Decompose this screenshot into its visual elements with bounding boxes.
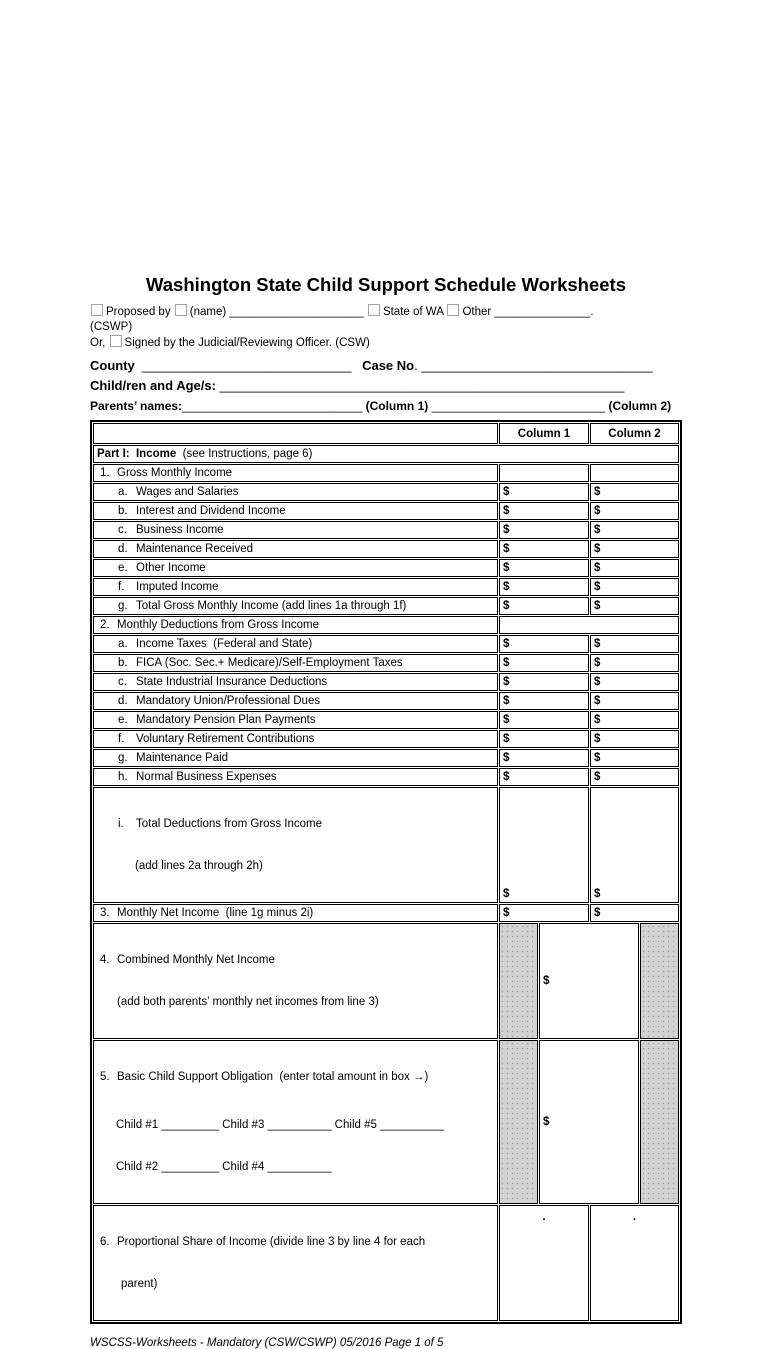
col2-amount-cell[interactable] — [590, 673, 679, 691]
table-row-2c — [93, 673, 679, 691]
dollar-sign: $ — [594, 543, 601, 555]
col1-amount-cell[interactable] — [499, 904, 589, 922]
col2-amount-cell[interactable] — [590, 768, 679, 786]
row-label: b. Interest and Dividend Income — [93, 502, 498, 520]
column1-header: Column 1 — [499, 423, 589, 444]
table-row-2e — [93, 711, 679, 729]
dollar-sign: $ — [594, 907, 601, 919]
table-row-2 — [93, 616, 679, 634]
row-label: f. Voluntary Retirement Contributions — [93, 730, 498, 748]
other-period: . — [590, 306, 594, 318]
children-line — [90, 378, 682, 394]
col2-amount-cell[interactable] — [590, 597, 679, 615]
dollar-sign: $ — [503, 505, 510, 517]
col1-amount-cell[interactable] — [499, 749, 589, 767]
table-row-2b — [93, 654, 679, 672]
table-row-2a — [93, 635, 679, 653]
dollar-sign: $ — [503, 562, 510, 574]
combined-income-amount-cell[interactable] — [539, 923, 639, 1039]
dollar-sign: $ — [503, 733, 510, 745]
column2-caption: (Column 2) — [608, 399, 672, 413]
col2-amount-cell[interactable] — [590, 559, 679, 577]
row-label: g. Total Gross Monthly Income (add lines 1a through 1f) — [93, 597, 498, 615]
or-label: Or, — [90, 337, 106, 349]
dollar-sign: $ — [503, 486, 510, 498]
table-row-2i — [93, 787, 679, 903]
col1-amount-cell[interactable] — [499, 635, 589, 653]
dollar-sign: $ — [503, 543, 510, 555]
col1-share-cell[interactable]: . — [499, 1205, 589, 1321]
col1-cell[interactable] — [499, 464, 589, 482]
part1-heading: Part I: Income (see Instructions, page 6) — [93, 445, 679, 463]
table-row-6 — [93, 1205, 679, 1321]
header-empty-cell — [93, 423, 498, 444]
table-header-row — [93, 423, 679, 444]
case-no-blank[interactable]: ________________________________ — [421, 358, 653, 373]
table-row-1b — [93, 502, 679, 520]
table-row-4 — [93, 923, 679, 1039]
state-of-wa-checkbox[interactable] — [368, 304, 380, 316]
col2-amount-cell[interactable] — [590, 635, 679, 653]
children-blank[interactable]: ________________________________________________________ — [219, 378, 625, 393]
dollar-sign: $ — [594, 581, 601, 593]
dollar-sign: $ — [594, 888, 601, 900]
children-label: Child/ren and Age/s: — [90, 378, 216, 393]
dollar-sign: $ — [503, 600, 510, 612]
col2-amount-cell[interactable] — [590, 483, 679, 501]
col2-share-cell[interactable]: . — [590, 1205, 679, 1321]
row-label: e. Other Income — [93, 559, 498, 577]
other-label: Other — [462, 306, 492, 318]
case-no-period: . — [414, 358, 418, 373]
county-line — [90, 358, 682, 374]
dollar-sign: $ — [594, 676, 601, 688]
dollar-sign: $ — [594, 524, 601, 536]
name-label: (name) — [189, 306, 227, 318]
page-footer: WSCSS-Worksheets - Mandatory (CSW/CSWP) 05/2016 Page 1 of 5 — [90, 1337, 444, 1349]
dollar-sign: $ — [503, 752, 510, 764]
col1-amount-cell[interactable] — [499, 483, 589, 501]
county-label: County — [90, 358, 135, 373]
table-row-1f — [93, 578, 679, 596]
col2-amount-cell[interactable] — [590, 521, 679, 539]
name-blank[interactable]: _____________________ — [229, 306, 364, 318]
col1-amount-cell[interactable] — [499, 768, 589, 786]
col2-amount-cell[interactable] — [590, 787, 679, 903]
row-label: 3. Monthly Net Income (line 1g minus 2i) — [93, 904, 498, 922]
col2-amount-cell[interactable] — [590, 540, 679, 558]
signed-line — [90, 335, 682, 351]
case-no-label: Case No — [362, 358, 415, 373]
dollar-sign: $ — [594, 733, 601, 745]
table-row-1 — [93, 464, 679, 482]
dollar-sign: $ — [594, 638, 601, 650]
parent1-name-blank[interactable]: ___________________________ — [182, 399, 363, 413]
table-row-1c — [93, 521, 679, 539]
col1-amount-cell[interactable] — [499, 730, 589, 748]
cswp-label: (CSWP) — [90, 321, 133, 333]
dollar-sign: $ — [503, 771, 510, 783]
proposed-by-checkbox[interactable] — [91, 304, 103, 316]
signed-checkbox[interactable] — [110, 335, 122, 347]
other-checkbox[interactable] — [447, 304, 459, 316]
row-label: 6. Proportional Share of Income (divide line 3 by line 4 for each parent) — [93, 1205, 498, 1321]
parent2-name-blank[interactable]: __________________________ — [431, 399, 606, 413]
row-label: c. Business Income — [93, 521, 498, 539]
dollar-sign: $ — [503, 907, 510, 919]
row-label: i. Total Deductions from Gross Income (add lines 2a through 2h) — [93, 787, 498, 903]
row-label: e. Mandatory Pension Plan Payments — [93, 711, 498, 729]
county-blank[interactable]: _____________________________ — [141, 358, 352, 373]
shaded-cell — [640, 923, 679, 1039]
table-row-2f — [93, 730, 679, 748]
row-label: d. Mandatory Union/Professional Dues — [93, 692, 498, 710]
dollar-sign: $ — [503, 695, 510, 707]
support-obligation-amount-cell[interactable] — [539, 1040, 639, 1204]
col1-amount-cell[interactable] — [499, 521, 589, 539]
row-label: 2. Monthly Deductions from Gross Income — [93, 616, 498, 634]
table-row-2d — [93, 692, 679, 710]
dollar-sign: $ — [594, 752, 601, 764]
col2-amount-cell[interactable] — [590, 711, 679, 729]
spanning-empty-cell[interactable] — [499, 616, 679, 634]
row-label: d. Maintenance Received — [93, 540, 498, 558]
dollar-sign: $ — [594, 600, 601, 612]
parents-label: Parents’ names: — [90, 399, 183, 413]
children-amount-blanks[interactable]: Child #2 _________ Child #4 __________ — [116, 1161, 332, 1173]
dollar-sign: $ — [503, 657, 510, 669]
row-label: c. State Industrial Insurance Deductions — [93, 673, 498, 691]
dollar-sign: $ — [594, 695, 601, 707]
shaded-cell — [499, 1040, 538, 1204]
col2-cell[interactable] — [590, 464, 679, 482]
name-checkbox[interactable] — [175, 304, 187, 316]
column2-header: Column 2 — [590, 423, 679, 444]
cswp-line — [90, 320, 682, 335]
shaded-cell — [499, 923, 538, 1039]
col2-amount-cell[interactable] — [590, 654, 679, 672]
worksheet-table — [90, 420, 682, 1324]
col1-amount-cell[interactable] — [499, 597, 589, 615]
col1-amount-cell[interactable] — [499, 578, 589, 596]
col1-amount-cell[interactable] — [499, 711, 589, 729]
signed-label: Signed by the Judicial/Reviewing Officer. (CSW) — [124, 337, 370, 349]
proposed-by-label: Proposed by — [106, 306, 171, 318]
dollar-sign: $ — [594, 505, 601, 517]
dollar-sign: $ — [594, 771, 601, 783]
col1-amount-cell[interactable] — [499, 692, 589, 710]
proposed-by-line — [90, 304, 682, 320]
dollar-sign: $ — [503, 638, 510, 650]
col1-amount-cell[interactable] — [499, 540, 589, 558]
dollar-sign: $ — [594, 714, 601, 726]
row-label: b. FICA (Soc. Sec.+ Medicare)/Self-Employment Taxes — [93, 654, 498, 672]
row-label: 1. Gross Monthly Income — [93, 464, 498, 482]
col2-amount-cell[interactable] — [590, 749, 679, 767]
table-row-2g — [93, 749, 679, 767]
dollar-sign: $ — [594, 486, 601, 498]
column1-caption: (Column 1) — [365, 399, 429, 413]
row-label: h. Normal Business Expenses — [93, 768, 498, 786]
table-row-1e — [93, 559, 679, 577]
table-row-1g — [93, 597, 679, 615]
col2-amount-cell[interactable] — [590, 502, 679, 520]
col2-amount-cell[interactable] — [590, 904, 679, 922]
col1-amount-cell[interactable] — [499, 559, 589, 577]
children-amount-blanks[interactable]: Child #1 _________ Child #3 __________ Child #5 __________ — [116, 1119, 445, 1131]
col2-amount-cell[interactable] — [590, 692, 679, 710]
row-label: 5. Basic Child Support Obligation (enter total amount in box →) Child #1 _________ Child #3 __________ Child #5 __________ Child #2 _________ Child #4 __________ — [93, 1040, 498, 1204]
state-of-wa-label: State of WA — [382, 306, 444, 318]
col1-amount-cell[interactable] — [499, 502, 589, 520]
shaded-cell — [640, 1040, 679, 1204]
col1-amount-cell[interactable] — [499, 787, 589, 903]
parents-line — [90, 399, 682, 414]
row-label: f. Imputed Income — [93, 578, 498, 596]
table-row-1a — [93, 483, 679, 501]
table-row-3 — [93, 904, 679, 922]
dollar-sign: $ — [503, 524, 510, 536]
table-row-5 — [93, 1040, 679, 1204]
row-label: a. Wages and Salaries — [93, 483, 498, 501]
dollar-sign: $ — [503, 888, 510, 900]
other-blank[interactable]: _______________ — [494, 306, 591, 318]
row-label: g. Maintenance Paid — [93, 749, 498, 767]
row-label: a. Income Taxes (Federal and State) — [93, 635, 498, 653]
table-row-1d — [93, 540, 679, 558]
col2-amount-cell[interactable] — [590, 578, 679, 596]
form-title: Washington State Child Support Schedule Worksheets — [145, 274, 626, 295]
dollar-sign: $ — [503, 581, 510, 593]
dollar-sign: $ — [543, 1116, 550, 1128]
col1-amount-cell[interactable] — [499, 673, 589, 691]
dollar-sign: $ — [543, 975, 550, 987]
dollar-sign: $ — [594, 562, 601, 574]
col1-amount-cell[interactable] — [499, 654, 589, 672]
table-row-2h — [93, 768, 679, 786]
col2-amount-cell[interactable] — [590, 730, 679, 748]
dollar-sign: $ — [594, 657, 601, 669]
dollar-sign: $ — [503, 676, 510, 688]
part1-row — [93, 445, 679, 463]
row-label: 4. Combined Monthly Net Income (add both parents’ monthly net incomes from line 3) — [93, 923, 498, 1039]
form-content — [90, 274, 682, 1349]
dollar-sign: $ — [503, 714, 510, 726]
